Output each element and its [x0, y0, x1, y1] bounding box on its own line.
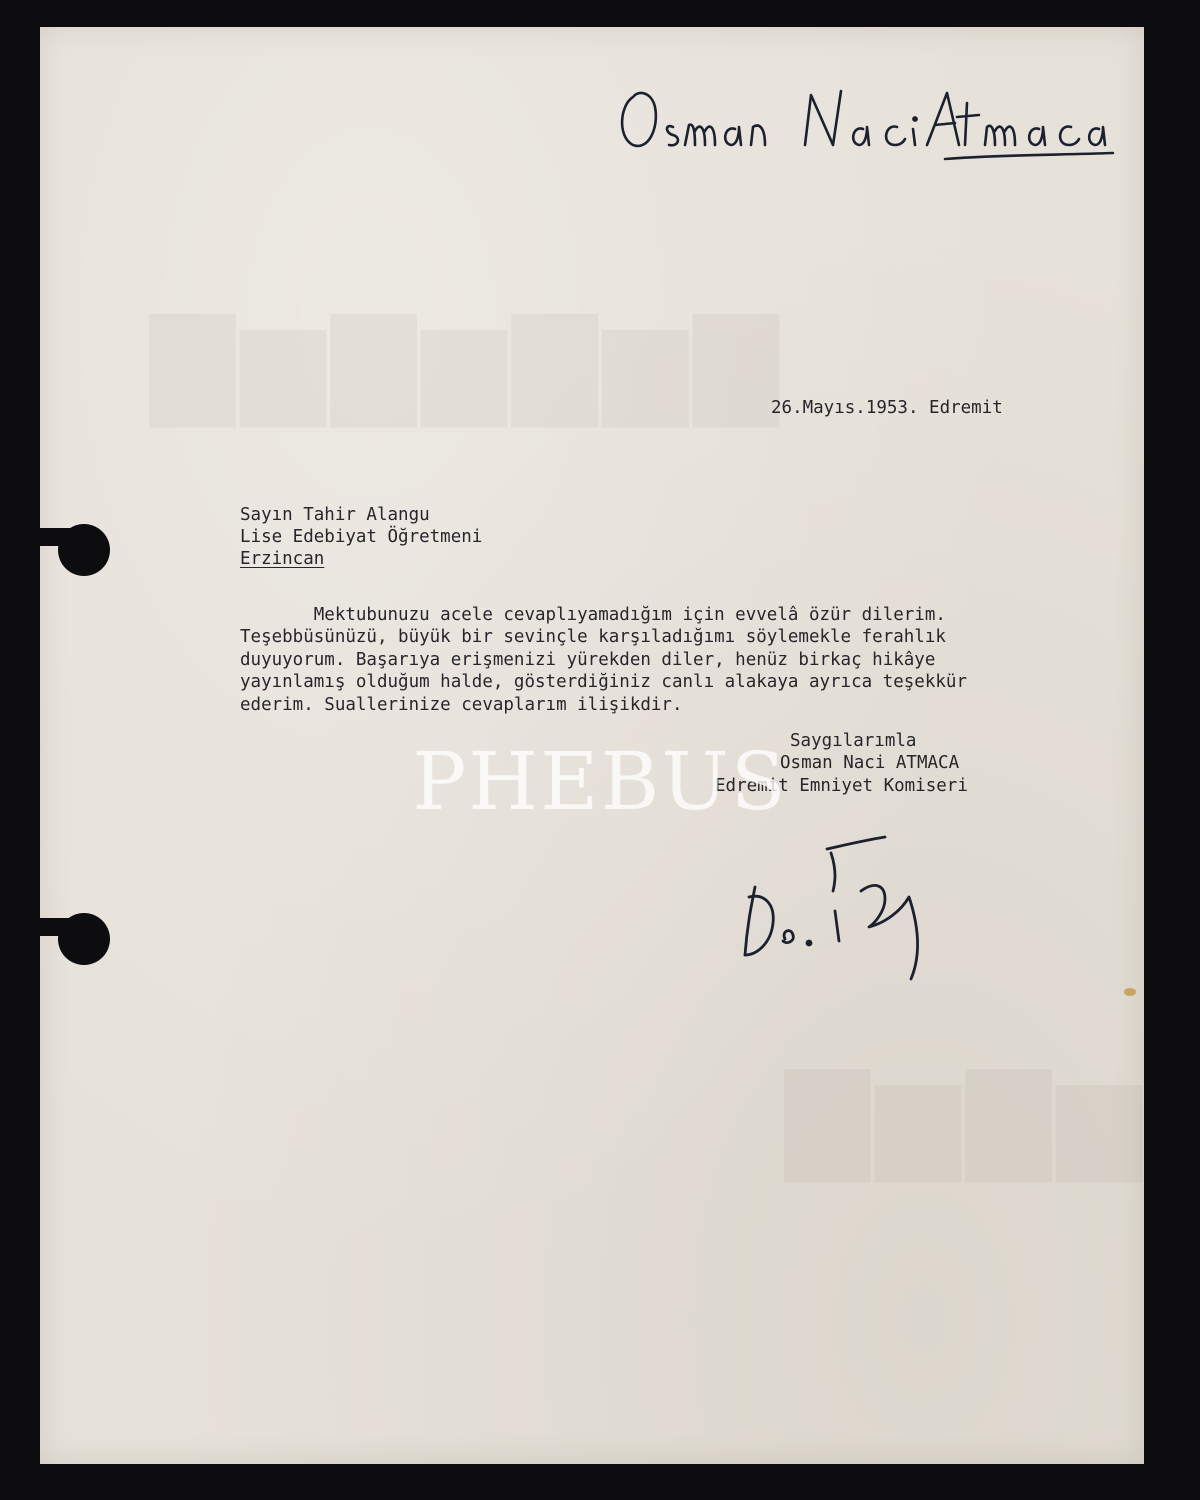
- handwritten-signature: [735, 827, 965, 987]
- handwritten-name-signature: [615, 67, 1115, 167]
- signer-title: Edremit Emniyet Komiseri: [715, 776, 968, 796]
- body-line-4: yayınlamış olduğum halde, gösterdiğiniz canlı alakaya ayrıca teşekkür: [240, 672, 967, 692]
- punch-hole-lower: [58, 913, 110, 965]
- body-line-1: Mektubunuzu acele cevaplıyamadığım için evvelâ özür dilerim.: [240, 605, 946, 625]
- recipient-city: Erzincan: [240, 549, 325, 569]
- body-line-3: duyuyorum. Başarıya erişmenizi yürekden diler, henüz birkaç hikâye: [240, 650, 936, 670]
- emboss-show-through-bottom: ▇▆▇▆: [785, 1052, 1148, 1181]
- closing-salutation: Saygılarımla: [790, 731, 917, 751]
- watermark-text: PHEBUS: [412, 735, 788, 828]
- punch-hole-upper: [58, 524, 110, 576]
- recipient-name: Sayın Tahir Alangu: [240, 505, 430, 525]
- recipient-title: Lise Edebiyat Öğretmeni: [240, 527, 483, 547]
- emboss-show-through-top: ▇▆▇▆▇▆▇: [150, 297, 785, 426]
- date-line: 26.Mayıs.1953. Edremit: [771, 398, 1003, 418]
- body-line-5: ederim. Suallerinize cevaplarım ilişikdir.: [240, 695, 683, 715]
- body-line-2: Teşebbüsünüzü, büyük bir sevinçle karşıladığımı söylemekle ferahlık: [240, 627, 946, 647]
- signer-name: Osman Naci ATMACA: [780, 753, 960, 773]
- paper-stain: [1124, 988, 1136, 996]
